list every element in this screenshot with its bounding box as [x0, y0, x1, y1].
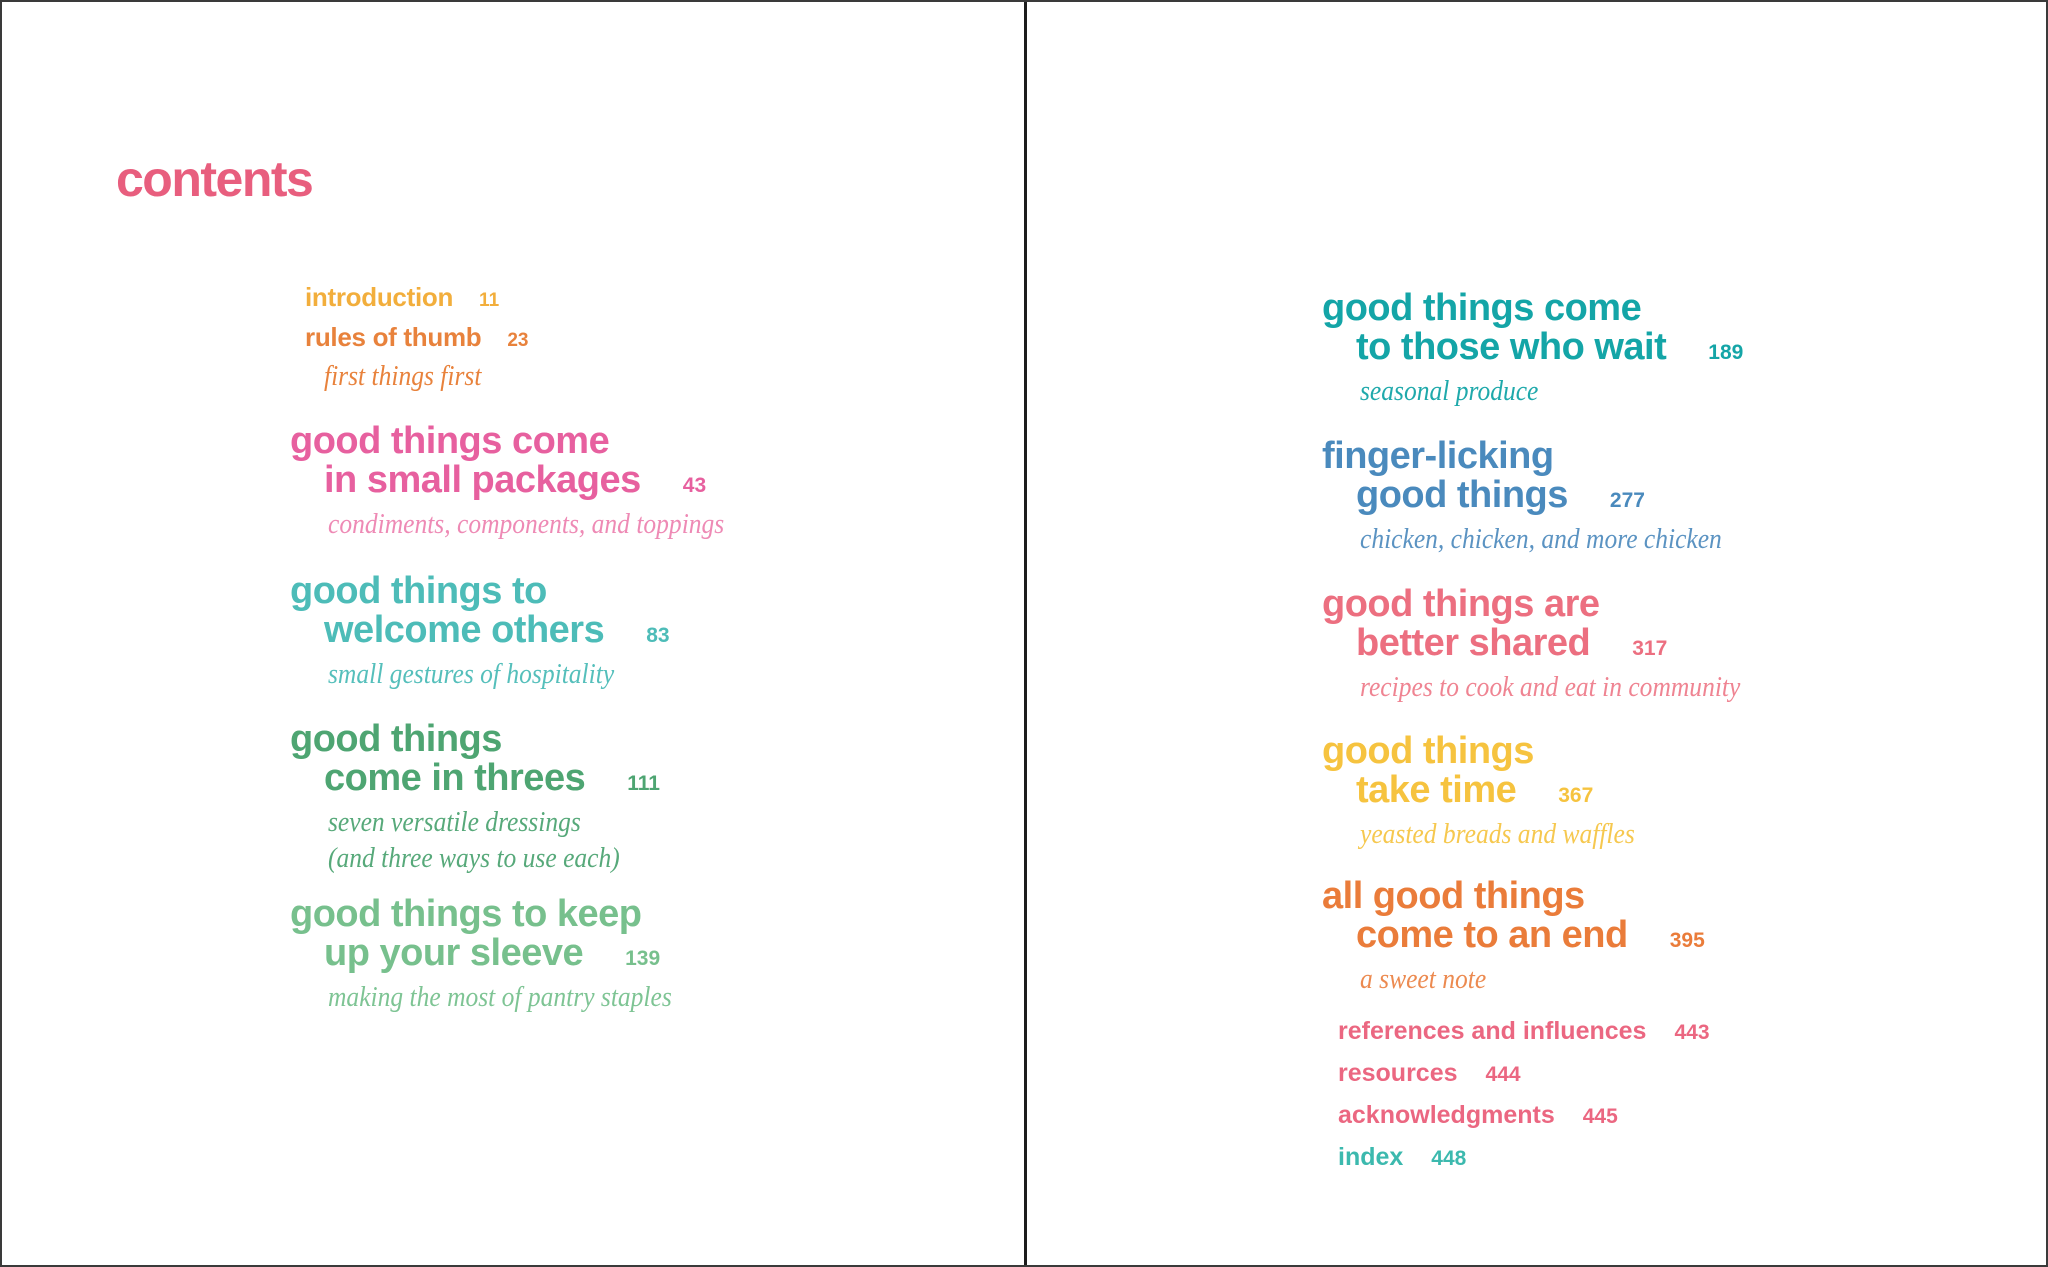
chapter-title-text: up your sleeve	[324, 932, 584, 974]
chapter-subtitle: a sweet note	[1360, 963, 1487, 995]
back-matter-page-number: 448	[1431, 1147, 1467, 1170]
chapter-title-text: introduction	[305, 282, 454, 312]
back-matter-page-number: 445	[1582, 1105, 1618, 1128]
chapter-title-line	[305, 282, 499, 316]
chapter-page-number: 367	[1558, 784, 1594, 807]
toc-entry-those-who-wait	[1322, 289, 1743, 408]
chapter-page-number: 139	[625, 947, 661, 970]
chapter-title-line-2	[1356, 328, 1743, 372]
chapter-page-number: 23	[507, 330, 529, 351]
chapter-title-line-1: all good things	[1322, 875, 1585, 917]
back-matter-item-references	[1338, 1018, 1710, 1046]
chapter-subtitle: small gestures of hospitality	[328, 658, 615, 690]
back-matter-label: resources	[1338, 1059, 1458, 1087]
back-matter-item-acknowledgments	[1338, 1102, 1710, 1130]
toc-entry-come-in-threes	[290, 720, 660, 875]
chapter-subtitle: seven versatile dressings	[328, 806, 581, 838]
chapter-title-line-2	[1356, 624, 1792, 668]
chapter-title-text: good things	[1356, 474, 1568, 516]
chapter-title-line-2	[324, 611, 670, 655]
back-matter-label: references and influences	[1338, 1017, 1647, 1045]
chapter-title-line-1: finger-licking	[1322, 435, 1554, 477]
chapter-subtitle: making the most of pantry staples	[328, 981, 672, 1013]
chapter-title-text: better shared	[1356, 622, 1591, 664]
toc-entry-introduction	[305, 282, 499, 316]
chapter-title-text: come in threes	[324, 757, 586, 799]
chapter-page-number: 395	[1669, 929, 1705, 952]
chapter-title-line-1: good things	[290, 718, 502, 760]
chapter-title-line-2	[324, 759, 660, 803]
chapter-title-line	[305, 322, 529, 356]
back-matter-label: acknowledgments	[1338, 1101, 1555, 1129]
toc-entry-come-to-an-end	[1322, 877, 1705, 996]
chapter-page-number: 111	[627, 772, 660, 795]
chapter-page-number: 11	[479, 290, 500, 311]
back-matter-page-number: 443	[1674, 1021, 1710, 1044]
toc-entry-better-shared	[1322, 585, 1792, 704]
chapter-title-line-1: good things to keep	[290, 893, 642, 935]
toc-entry-welcome-others	[290, 572, 670, 691]
back-matter-label: index	[1338, 1143, 1404, 1171]
chapter-page-number: 43	[682, 474, 707, 497]
toc-entry-up-your-sleeve	[290, 895, 719, 1014]
chapter-title-line-2	[1356, 771, 1672, 815]
toc-entry-finger-licking	[1322, 437, 1771, 556]
chapter-title-text: to those who wait	[1356, 326, 1667, 368]
chapter-page-number: 83	[646, 624, 670, 647]
chapter-title-line-2	[1356, 916, 1705, 960]
toc-entry-small-packages	[290, 422, 778, 541]
chapter-title-line-1: good things come	[290, 420, 610, 462]
chapter-title-line-1: good things	[1322, 730, 1534, 772]
chapter-subtitle: yeasted breads and waffles	[1360, 818, 1635, 850]
chapter-title-text: welcome others	[324, 609, 605, 651]
toc-entry-take-time	[1322, 732, 1672, 851]
chapter-title-text: come to an end	[1356, 914, 1628, 956]
chapter-page-number: 317	[1632, 637, 1668, 660]
chapter-title-text: in small packages	[324, 459, 641, 501]
chapter-subtitle: first things first	[324, 360, 482, 392]
chapter-title-line-2	[324, 461, 778, 505]
chapter-title-line-1: good things to	[290, 570, 547, 612]
chapter-title-text: rules of thumb	[305, 322, 482, 352]
chapter-subtitle: chicken, chicken, and more chicken	[1360, 523, 1722, 555]
chapter-title-line-2	[1356, 476, 1771, 520]
back-matter-page-number: 444	[1485, 1063, 1521, 1086]
chapter-subtitle-line-2: (and three ways to use each)	[328, 842, 620, 874]
chapter-page-number: 277	[1609, 489, 1645, 512]
chapter-title-line-2	[324, 934, 719, 978]
left-page	[2, 2, 1024, 1265]
back-matter-item-index	[1338, 1144, 1710, 1172]
chapter-page-number: 189	[1708, 341, 1744, 364]
page-title: contents	[116, 151, 313, 207]
chapter-title-line-1: good things come	[1322, 287, 1642, 329]
chapter-subtitle: recipes to cook and eat in community	[1360, 671, 1741, 703]
chapter-title-line-1: good things are	[1322, 583, 1600, 625]
chapter-title-text: take time	[1356, 769, 1517, 811]
chapter-subtitle: condiments, components, and toppings	[328, 508, 725, 540]
back-matter-list	[1338, 1018, 1710, 1186]
back-matter-item-resources	[1338, 1060, 1710, 1088]
toc-entry-rules-of-thumb	[305, 322, 529, 393]
chapter-subtitle: seasonal produce	[1360, 375, 1539, 407]
